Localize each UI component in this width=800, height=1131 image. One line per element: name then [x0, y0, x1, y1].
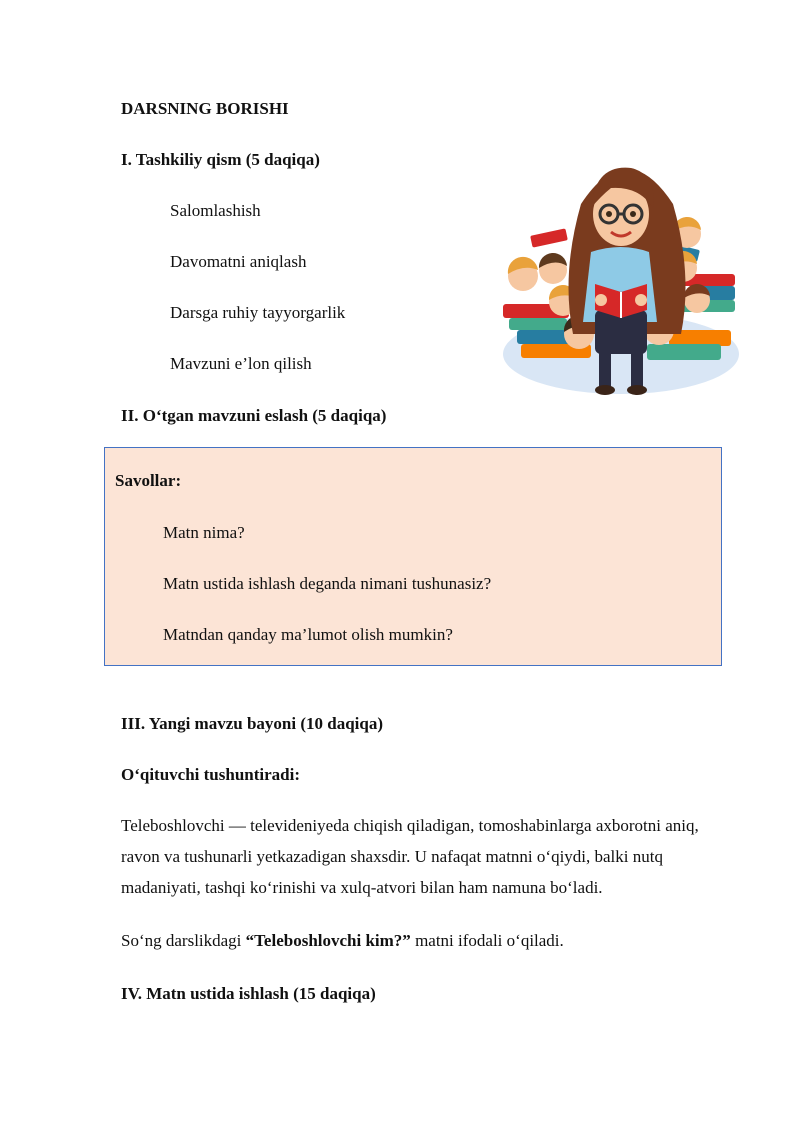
question-item: Matndan qanday ma’lumot olish mumkin? [163, 625, 453, 644]
section-4-title: IV. Matn ustida ishlash (15 daqiqa) [121, 984, 376, 1003]
section-2-title: II. O‘tgan mavzuni eslash (5 daqiqa) [121, 406, 387, 425]
questions-box-title: Savollar: [115, 471, 182, 490]
reading-title: “Teleboshlovchi kim?” [245, 931, 411, 950]
teacher-with-children-and-books-icon [497, 134, 741, 402]
section-1-title: I. Tashkiliy qism (5 daqiqa) [121, 150, 320, 169]
section-1-item: Darsga ruhiy tayyorgarlik [170, 303, 346, 322]
section-1-item: Salomlashish [170, 201, 261, 220]
question-item: Matn ustida ishlash deganda nimani tushunasiz? [163, 574, 492, 593]
reading-instruction [121, 930, 564, 952]
questions-box [104, 447, 722, 666]
section-1-item: Mavzuni e’lon qilish [170, 354, 312, 373]
explanation-paragraph: Teleboshlovchi — televideniyeda chiqish qiladigan, tomoshabinlarga axborotni aniq, ravon va tushunarli yetkazadigan shaxsdir. U nafaqat matnni o‘qiydi, balki nutq madaniyati, tashqi ko‘rinishi va xulq-atvori bilan ham namuna bo‘ladi. [121, 816, 699, 897]
reading-prefix: So‘ng darslikdagi [121, 931, 246, 950]
reading-suffix: matni ifodali o‘qiladi. [410, 931, 564, 950]
section-3-title: III. Yangi mavzu bayoni (10 daqiqa) [121, 714, 383, 733]
lesson-heading: DARSNING BORISHI [121, 99, 289, 118]
section-1-item: Davomatni aniqlash [170, 252, 307, 271]
question-item: Matn nima? [163, 523, 245, 542]
section-3-subtitle: O‘qituvchi tushuntiradi: [121, 765, 301, 784]
